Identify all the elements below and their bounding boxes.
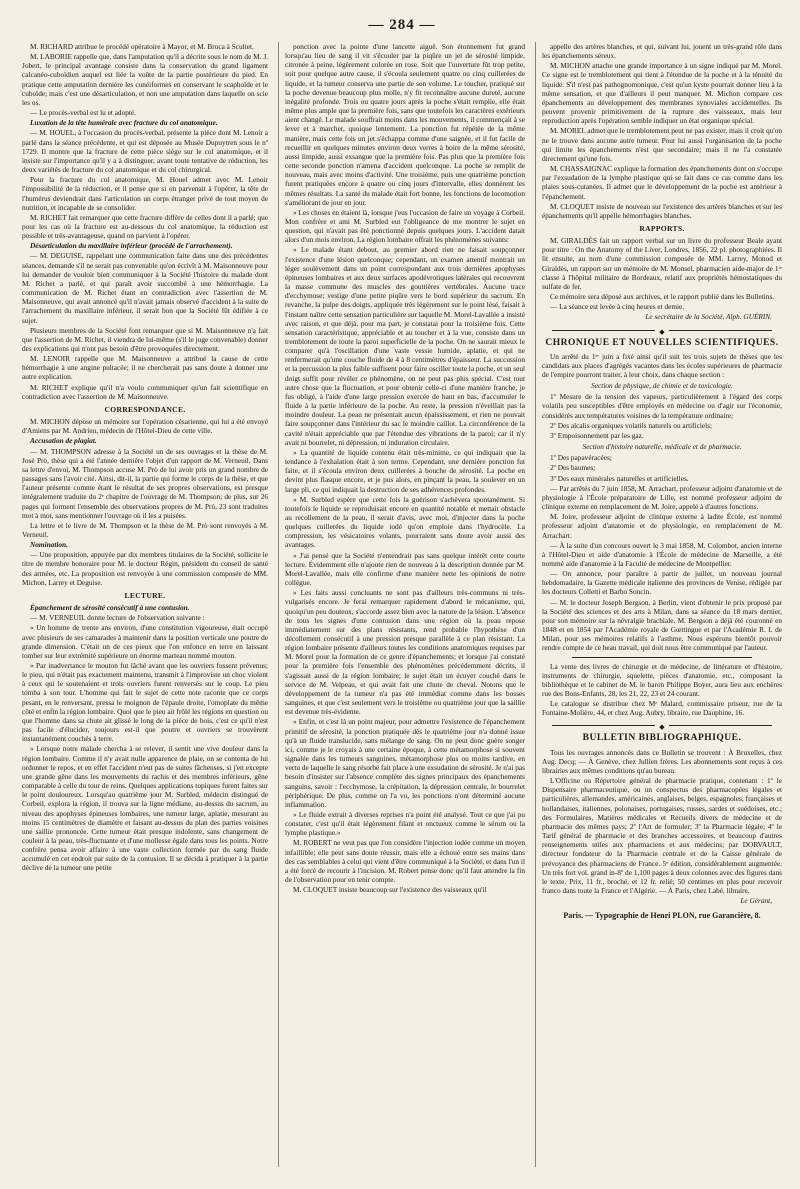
paragraph: La lettre et le livre de M. Thompson et la thèse de M. Prò sont renvoyés à M. Verneuil. <box>22 520 268 539</box>
lecture-title: LECTURE. <box>124 590 166 600</box>
paragraph: M. GIRALDÈS fait un rapport verbal sur un livre du professeur Beale ayant pour titre : On the Anatomy of the Liver, Londres, 1856, 22 pl. photographiées. Il lit ensuite, au nom d'une commission composée de MM. Larrey, Monod et Giraldès, un rapport sur un mémoire de M. Monsel, pharmacien aide-major de 1ʳᵉ classe à l'hôpital militaire de Bordeaux, relatif aux propriétés hémostatiques du sulfate de fer. <box>542 236 782 291</box>
paragraph: M. CHASSAIGNAC explique la formation des épanchements dont on s'occupe par l'exsudation de la lymphe plastique qui se fait dans ce cas comme dans les plaies sous-cutanées. Il admet que le développement de la poche est antérieur à l'épanchement. <box>542 164 782 201</box>
paragraph: — M. le docteur Joseph Bergson, à Berlin, vient d'obtenir le prix proposé par la Société des sciences et des arts à Milan, dans sa séance du 18 mars dernier, pour son mémoire sur la névralgie brachiale. M. Bergson a déjà été couronné en 1848 et en 1854 par l'Académie royale de Gœttingue et par l'Académie R. I. de Milan, pour ses mémoires relatifs à l'asthme. Nous espérons bientôt pouvoir rendre compte de ce beau travail, qui doit nous être communiqué par l'auteur. <box>542 597 782 653</box>
section-heading: Accusation de plagiat. <box>30 436 97 446</box>
paragraph: M. ROBERT ne veut pas que l'on considère l'injection iodée comme un moyen infaillible; elle peut sans doute réussir, mais elle a échoué entre ses mains dans des cas semblables à celui qui vient d'être communiqué à la Société, et dans l'un il a été forcé de recourir à l'incision. M. Robert pense donc qu'il faut attendre la fin de l'observation pour en tenir compte. <box>285 838 525 885</box>
rapports-title: RAPPORTS. <box>639 223 685 233</box>
paragraph: M. LENOIR rappelle que M. Maisonneuve a attribué la cause de cette hémorrhagie à une angine pultacée; il ne chercherait pas sans doute à donner une autre explication. <box>22 354 268 382</box>
gerant-label: Le Gérant, <box>740 896 772 906</box>
paragraph: M. CLOQUET insiste de nouveau sur l'existence des artères blanches et sur les épanchements qu'il appelle hémorrhagies blanches. <box>542 201 782 220</box>
paragraph: 1º Mesure de la tension des vapeurs, particulièrement à l'égard des corps volatils peu susceptibles d'être employés en médecine ou d'agir sur l'économie, considérés aux températures voisines de la température ordinaire; <box>542 392 782 420</box>
section-heading: Nomination. <box>30 540 68 550</box>
section-subhead: Section d'histoire naturelle, médicale et de pharmacie. <box>582 442 742 452</box>
page-number: — 284 — <box>368 17 436 33</box>
paragraph: — La séance est levée à cinq heures et demie. <box>550 302 685 312</box>
columns <box>22 42 782 1167</box>
paragraph: M. LABORIE rappelle que, dans l'amputation qu'il a décrite sous le nom de M. J. Jobert, le principal avantage consiste dans la conservation du grand ligament calcanéo-cuboïdien auquel est liée la voûte de la partie postérieure du pied. En pratique cette amputation dernière les cunéiformes en conservant le scaphoïde et le cuboïde; mais c'est une désarticulation, et non une amputation dans laquelle on scie les os. <box>22 52 268 107</box>
paragraph: » Par inadvertance le mouton fut lâché avant que les ouvriers fussent prévenus; le pieu, qui n'était pas exactement maintenu, transmit à l'improviste un choc violent à ceux qui le soutenaient et trois ouvriers furent renversés sur le coup. Le pieu tomba à son tour. L'homme qui fait le sujet de cette note raconte que ce corps pesant, en le renversant, pressa le moignon de l'épaule droite, l'omoplate du même côté et enfin la région lombaire. Quoi que le pieu ait frôlé les régions en question ou que l'homme dans sa chute ait glissé le long de la pièce de bois, c'est ce qu'il n'est pas facile d'élucider, toujours est-il que poutre et ouvriers se trouvèrent instantanément couchés à terre. <box>22 661 268 744</box>
journal-page <box>22 14 782 1174</box>
paragraph: M. MOREL admet que le tremblotement peut ne pas exister, mais il croit qu'on ne le trouve dans aucune autre tumeur. Pour lui aussi l'organisation de la poche qui limite les épanchements n'est que secondaire; mais il ne l'a constatée directement qu'une fois. <box>542 126 782 163</box>
paragraph: appelle des artères blanches, et qui, suivant lui, jouent un très-grand rôle dans les épanchements séreux. <box>542 42 782 61</box>
section-heading: Désarticulation du maxillaire inférieur (procédé de l'arrachement). <box>30 241 233 251</box>
paragraph: ponction avec la pointe d'une lancette aiguë. Son étonnement fut grand lorsqu'au lieu de sang il vit s'écouler par la piqûre un jet de sérosité limpide, citronée à peine, légèrement colorée en rose. Soit que l'ouverture fût trop petite, soit pour quelque autre cause, il s'écoula seulement quatre ou cinq cuillerées de liquide, et la tumeur conserva une partie de son volume. Le toucher, pratiqué sur la poche devenue beaucoup plus molle, n'y fit reconnaître aucune dureté, aucune inégalité profonde. Trois ou quatre jours après la poche s'était remplie, elle était même plus ample que la première fois, sans que toutefois les caractères extérieurs aient changé. Le malade souffrait moins dans les mouvements, il commençait à se lever et à marcher, quoique lentement. La ponction fut répétée de la même manière, mais cette fois un jet s'échappa comme d'une saignée, et il fut facile de recueillir en quelques minutes environ deux verres à boire de la même sérosité, aussi limpide, aussi exsangue que la première fois. Pas plus que la première fois cette seconde ponction n'amena d'accident quelconque. La poche se remplit de nouveau, mais avec moins d'activité. Une troisième, puis une quatrième ponction furent pratiquées encore à quatre ou cinq jours d'intervalle, elles donnèrent les mêmes résultats. La santé du malade était fort bonne, les fonctions de locomotion s'améliorant de jour en jour. <box>285 42 525 207</box>
paragraph: — M. DEGUISE, rappelant une communication faite dans une des précédentes séances, demande s'il ne serait pas convenable qu'on écrivît à M. Maisonneuve pour lui demander de vouloir bien communiquer à la Société l'histoire du malade dont M. Richet a parlé, et qui paraît avoir succombé à une hémorrhagie. La communication de M. Richet étant en contradiction avec l'assertion de M. Maisonneuve, qui avait annoncé qu'il n'avait jamais observé d'accident à la suite de l'arrachement du maxillaire inférieur, il serait bon que la Société fût édifiée à ce sujet. <box>22 251 268 325</box>
paragraph: — M. HOUEL, à l'occasion du procès-verbal, présente la pièce dont M. Lenoir a parlé dans la séance précédente, et qui est déposée au Musée Dupuytren sous le nº 1729. Il montre que la fracture de cette pièce siége sur le col anatomique, et il insiste sur l'importance qu'il y a à distinguer, avant toute tentative de réduction, les deux variétés de fracture du col anatomique et du col chirurgical. <box>22 128 268 175</box>
paragraph: — Le procès-verbal est lu et adopté. <box>30 108 136 118</box>
paragraph: Tous les ouvrages annoncés dans ce Bulletin se trouvent : À Bruxelles, chez Aug. Decq; — À Genève, chez Jullien frères. Les abonnements sont reçus à ces librairies aux mêmes conditions qu'au bureau. <box>542 747 782 775</box>
paragraph: 2º Des alcalis organiques volatils naturels ou artificiels; <box>550 420 713 430</box>
paragraph: M. CLOQUET insiste beaucoup sur l'existence des vaisseaux qu'il <box>293 885 487 895</box>
bulletin-banner: BULLETIN BIBLIOGRAPHIQUE. <box>582 733 742 744</box>
column-2 <box>278 42 525 1167</box>
paragraph: » Lorsque notre malade chercha à se relever, il sentit une vive douleur dans la région lombaire. Comme il n'y avait nulle apparence de plaie, on se contenta de lui ordonner le repos, et en effet l'accident n'eut pas de suites fâcheuses, si j'en excepte une grande gêne dans les mouvements du rachis et des membres inférieurs, gêne comparable à celle du tour de reins. Quelques applications topiques furent faites sur le point douloureux. Lorsqu'au quatrième jour M. Surbled, médecin distingué de Corbeil, explora la région, il trouva sur la ligne médiane, au-dessus du sacrum, au niveau des apophyses épineuses lombaires, une tumeur large, aplatie, mesurant au moins 15 centimètres de diamètre et faisant au-dessus du plan des parties voisines une saillie prononcée. Cette tumeur était presque indolente, sans changement de couleur à la peau, très-fluctuante et d'une mollesse égale dans tous les points. Notre confrère pensa avoir affaire à une vaste collection formée par du sang fluide accumulé en cet endroit par suite de la contusion. Il se décida à pratiquer à la partie déclive de la tumeur une petite <box>22 744 268 873</box>
paragraph: — À la suite d'un concours ouvert le 3 mai 1858, M. Colombot, ancien interne à l'Hôtel-Dieu et aide d'anatomie à l'École de médecine de Marseille, a été nommé aide d'anatomie à la Faculté de médecine de Montpellier. <box>542 540 782 568</box>
ornament-divider: ◆ <box>542 327 782 333</box>
paragraph: M. RICHARD attribue le procédé opératoire à Mayor, et M. Broca à Scultet. <box>30 42 254 51</box>
paragraph: » Les choses en étaient là, lorsque j'eus l'occasion de faire un voyage à Corbeil. Mon confrère et ami M. Surbled eut l'obligeance de me montrer le sujet en question, qui n'avait pas été ponctionné depuis quelques jours. L'accident datait alors d'un mois environ. La région lombaire offrait les phénomènes suivants: <box>285 207 525 245</box>
paragraph: 1º Des papavéracées; <box>550 453 612 463</box>
paragraph: » M. Surbled espère que cette fois la guérison s'achèvera spontanément. Si toutefois le liquide se reproduisait encore en quantité notable et mettait obstacle au recollement de la peau, il serait d'avis, avec moi, d'injecter dans la poche quelques cuillerées du liquide iodé qu'on emploie dans l'hydrocèle. La compression, les vésicatoires volants, pourraient sans doute avoir aussi des avantages. <box>285 494 525 550</box>
ornament-divider: ◆ <box>542 722 782 728</box>
paragraph: L'Officine ou Répertoire général de pharmacie pratique, contenant : 1º le Dispensaire pharmaceutique, ou un conspectus des pharmacopées légales et particulières, allemandes, américaines, anglaises, belges, espagnoles, françaises et hollandaises, italiennes, polonaises, portugaises, russes, sardes et suédoises, etc.; des Formulaires, Matières médicales et Recueils divers de médecine et de pharmacie des mêmes pays; 2º l'Art de formuler; 3º la Pharmacie légale; 4º le Tarif général de pharmacie et des branches accessoires, et beaucoup d'autres renseignements utiles aux pharmaciens et aux médecins; par DORVAULT, directeur fondateur de la Pharmacie centrale et de la Caisse générale de prévoyance des pharmaciens de France. 5ᵉ édition, considérablement augmentée. Un très fort vol. grand in-8º de 1,100 pages à deux colonnes avec des figures dans le texte. Prix, 11 fr., broché, et 12 fr. relié; 50 centimes en plus pour recevoir franco dans toute la France et l'Algérie. — À Paris, chez Labé, libraire. <box>542 776 782 895</box>
paragraph: Ce mémoire sera déposé aux archives, et le rapport publié dans les Bulletins. <box>550 292 775 302</box>
paragraph: M. MICHON attache une grande importance à un signe indiqué par M. Morel. Ce signe est le tremblotement qui tient à l'étendue de la poche et à la ténuité du liquide. S'il n'est pas pathognomonique, c'est qu'un kyste pourrait donner lieu à la même sensation, et que d'ailleurs il peut manquer. M. Michon compare ces épanchements au développement des membranes synoviales accidentelles. Ils peuvent provenir primitivement de la rupture des vaisseaux, mais leur reproduction après l'opération semble indiquer un état organique spécial. <box>542 61 782 126</box>
paragraph: — On annonce, pour paraître à partir de juillet, un nouveau journal hebdomadaire, la Gazette médicale italienne des provinces de Venise, rédigée par les docteurs Colletti et Barbo Soncin. <box>542 569 782 597</box>
paragraph: M. RICHET fait remarquer que cette fracture diffère de celles dont il a parlé; que pour les cas où la fracture est au-dessous du col anatomique, la réduction est possible et très-avantageuse, quand on parvient à l'opérer. <box>22 212 268 241</box>
divider <box>572 657 752 658</box>
column-1 <box>22 42 268 1167</box>
paragraph: « Un homme de trente ans environ, d'une constitution vigoureuse, était occupé avec plusieurs de ses camarades à maintenir dans la position verticale une poutre de grande dimension. C'était un de ces pieux que l'on enfonce en terre en laissant tomber sur leur extrémité supérieure un énorme marteau nommé mouton. <box>22 623 268 660</box>
paragraph: » Enfin, et c'est là un point majeur, pour admettre l'existence de l'épanchement primitif de sérosité, la ponction pratiquée dès le quatrième jour n'a donné issue qu'à un fluide translucide, sans mélange de sang. On ne peut donc guère songer ici, comme je le croyais à une certaine époque, à cette métamorphose si souvent signalée dans les tumeurs sanguines, métamorphose plus ou moins tardive, en vertu de laquelle le sang résorbé fait place à une exsudation de sérosité. Je n'ai pas besoin d'insister sur l'absence complète des signes principaux des épanchements sanguins, savoir : l'ecchymose, la crépitation, la dépression centrale, le bourrelet périphérique. De plus, comme on l'a vu, les ponctions n'ont déterminé aucune inflammation. <box>285 717 525 809</box>
chronique-banner: CHRONIQUE ET NOUVELLES SCIENTIFIQUES. <box>545 337 779 348</box>
paragraph: 3º Des eaux minérales naturelles et artificielles. <box>550 473 689 483</box>
column-3 <box>535 42 782 1167</box>
paragraph: M. Joire, professeur adjoint de clinique externe à ladite École, est nommé professeur adjoint d'anatomie et de physiologie, en remplacement de M. Arrachart. <box>542 512 782 540</box>
paragraph: — Par arrêtés du 7 juin 1858, M. Arrachart, professeur adjoint d'anatomie et de physiologie à l'École préparatoire de Lille, est nommé professeur adjoint de clinique externe en remplacement de M. Joire, appelé à d'autres fonctions. <box>542 483 782 512</box>
paragraph: » Le malade étant debout, au premier abord rien ne faisait soupçonner l'existence d'une lésion quelconque; cependant, un examen attentif montrait un léger soulèvement dans un point correspondant aux trois dernières apophyses épineuses lombaires et aux deux surfaces apodévrotiques latérales qui recouvrent la masse commune des muscles des gouttières vertébrales. Aucune trace d'ecchymose; vestige d'une petite piqûre vers le bord supérieur du sacrum. En revanche, la pulpe des doigts, appliquée très légèrement sur le point lésé, faisait à l'instant naître cette sensation particulière sur laquelle M. Morel-Lavallée a insisté avec raison, et que déjà, pour ma part, je constatai pour la troisième fois. Cette sensation caractéristique, appréciable et au toucher et à la vue, consiste dans un tremblotement de toute la paroi superficielle de la poche. On ne saurait mieux le comparer qu'à l'oscillation d'une vaste vessie humide, aplatie, et qui ne renfermerait qu'une couche fluide de 4 à 8 centimètres d'épaisseur. La succussion et la percussion la plus faible suffisent pour faire osciller toute la poche, et un seul doigt suffit pour révéler ce phénomène, on ne peut pas plus spécial. C'est tout autre chose que la fluctuation, et pour obtenir celle-ci d'une manière franche, je fus obligé, à l'aide d'une large pression exercée de haut en bas, d'accumuler le fluide à la partie inférieure de la poche. Au reste, la pression n'éveillait pas la moindre douleur. La peau ne présentait aucun épaississement, et rien ne pouvait faire soupçonner dans l'intérieur du sac le moindre caillot. La circonférence de la cavité n'était appréciable que par l'étendue des vibrations de la paroi; car il n'y avait ni bourrelet, ni dépression, ni induration circulaire. <box>285 245 525 447</box>
section-subhead: Section de physique, de chimie et de toxicologie. <box>591 381 733 391</box>
correspondance-title: CORRESPONDANCE. <box>104 404 186 414</box>
paragraph: M. MICHON dépose un mémoire sur l'opération césarienne, qui lui a été envoyé d'Amiens par M. Andrieu, médecin de l'Hôtel-Dieu de cette ville. <box>22 417 268 436</box>
section-heading: Épanchement de sérosité consécutif à une contusion. <box>30 603 190 613</box>
paragraph: 2º Des baumes; <box>550 463 596 473</box>
paragraph: » Le fluide extrait à diverses reprises n'a point été analysé. Tout ce que j'ai pu constater, c'est qu'il était légèrement filant et onctueux comme le sérum ou la lymphe plastique.» <box>285 809 525 838</box>
paragraph: » Les faits aussi concluants ne sont pas d'ailleurs très-communs ni très-vulgarisés encore. Je ferai remarquer rapidement d'abord le mécanisme, qui, quoiqu'un peu douteux, s'accorde assez bien avec la nature de la lésion. L'absence de tous les signes d'une contusion dans une région où la peau repose immédiatement sur des plans résistants, rend probable l'hypothèse d'un décollement consécutif à une pression presque parallèle à ce plan résistant. La région lombaire présente d'ailleurs toutes les conditions anatomiques requises par M. Morel pour la formation de ce genre d'épanchements; et lorsque j'ai constaté pour la première fois l'ensemble des phénomènes précédemment décrits, il s'agissait aussi de la région lombaire; le sujet était un écuyer couché dans le service de M. Velpeau, et qui avait fait une chute de cheval. Notons que le développement de la tumeur n'a pas été immédiat comme dans les bosses sanguines, et que c'est seulement vers le troisième ou quatrième jour que la saillie est devenue très-évidente. <box>285 588 525 717</box>
paragraph: — M. THOMPSON adresse à la Société un de ses ouvrages et la thèse de M. José Prò, thèse qui a été l'année dernière l'objet d'un rapport de M. Verneuil. Dans sa lettre d'envoi, M. Thompson accuse M. Prò de lui avoir pris un grand nombre de passages sans l'avoir cité. Ainsi, dit-il, la partie qui forme le corps de la thèse, et que l'auteur présente comme étant le résultat de ses propres observations, est presque intégralement traduite du 2ᵉ chapitre de l'ouvrage de M. Thompson; de plus, sur 26 pages qui forment l'ensemble des observations propres de M. Prò, 23 sont traduites mot à mot, sans mentionner l'ouvrage où il les a puisées. <box>22 446 268 520</box>
paragraph: La vente des livres de chirurgie et de médecine, de littérature et d'histoire, instruments de chirurgie, squelette, pièces d'anatomie, etc., composant la bibliothèque et le cabinet de M. le baron Philippe Boyer, aura lieu aux enchères rue des Bons-Enfants, 28, les 21, 22, 23 et 24 courant. <box>542 661 782 698</box>
paragraph: Plusieurs membres de la Société font remarquer que si M. Maisonneuve n'a fait que l'assertion de M. Richet, il viendra de lui-même (s'il le juge convenable) donner des explications qui n'ont pas besoin d'être provoquées directement. <box>22 325 268 353</box>
secretary-signature: Le secrétaire de la Société, Alph. GUÉRIN. <box>645 312 772 322</box>
section-heading: Luxation de la tête humérale avec fracture du col anatomique. <box>30 118 218 128</box>
paragraph: » J'ai pensé que la Société n'entendrait pas sans quelque intérêt cette courte lecture. Évidemment elle n'ajoute rien de nouveau à la description donnée par M. Morel-Lavallée, mais elle confirme d'une manière nette les opinions de notre collègue. <box>285 550 525 588</box>
paragraph: M. RICHET explique qu'il n'a voulu communiquer qu'un fait scientifique en contradiction avec l'assertion de M. Maisonneuve. <box>22 382 268 401</box>
paragraph: — Une proposition, appuyée par dix membres titulaires de la Société, sollicite le titre de membre honoraire pour M. le docteur Régin, président du conseil de santé des armées, etc. La proposition est renvoyée à une commission composée de MM. Michon, Larrey et Deguise. <box>22 550 268 587</box>
paragraph: 3º Empoisonnement par les gaz. <box>550 430 644 440</box>
paragraph: Le catalogue se distribue chez Mᵉ Malard, commissaire priseur, rue de la Fontaine-Molière, 44, et chez Aug. Aubry, libraire, rue Dauphine, 16. <box>542 699 782 718</box>
paragraph: Pour la fracture du col anatomique, M. Houel admet avec M. Lenoir l'impossibilité de la réduction, et il pense que si on parvenait à l'opérer, la tête de l'humérus deviendrait dans l'articulation un corps étranger privé de tout moyen de nutrition, et incapable de se consolider. <box>22 175 268 212</box>
paragraph: — M. VERNEUIL donne lecture de l'observation suivante : <box>30 613 205 623</box>
paragraph: Un arrêté du 1ᵉʳ juin a fixé ainsi qu'il suit les trois sujets de thèses que les candidats aux places d'agrégés vacantes dans les écoles supérieures de pharmacie de l'empire pourront traiter, à leur choix, dans chaque section : <box>542 351 782 379</box>
paragraph: » La quantité de liquide contenu était très-minime, ce qui indiquait que la tendance à l'exhalation était à son terme. Cependant, une dernière ponction fut faite, et il s'écoula environ deux cuillerées à bouche de sérosité. La poche en devint plus flasque encore, et je pus alors, en pinçant la peau, la soulever en un large pli, ce qui indiquait la destruction de ses adhérences profondes. <box>285 447 525 494</box>
printer-imprint: Paris. — Typographie de Henri PLON, rue Garancière, 8. <box>563 911 761 921</box>
